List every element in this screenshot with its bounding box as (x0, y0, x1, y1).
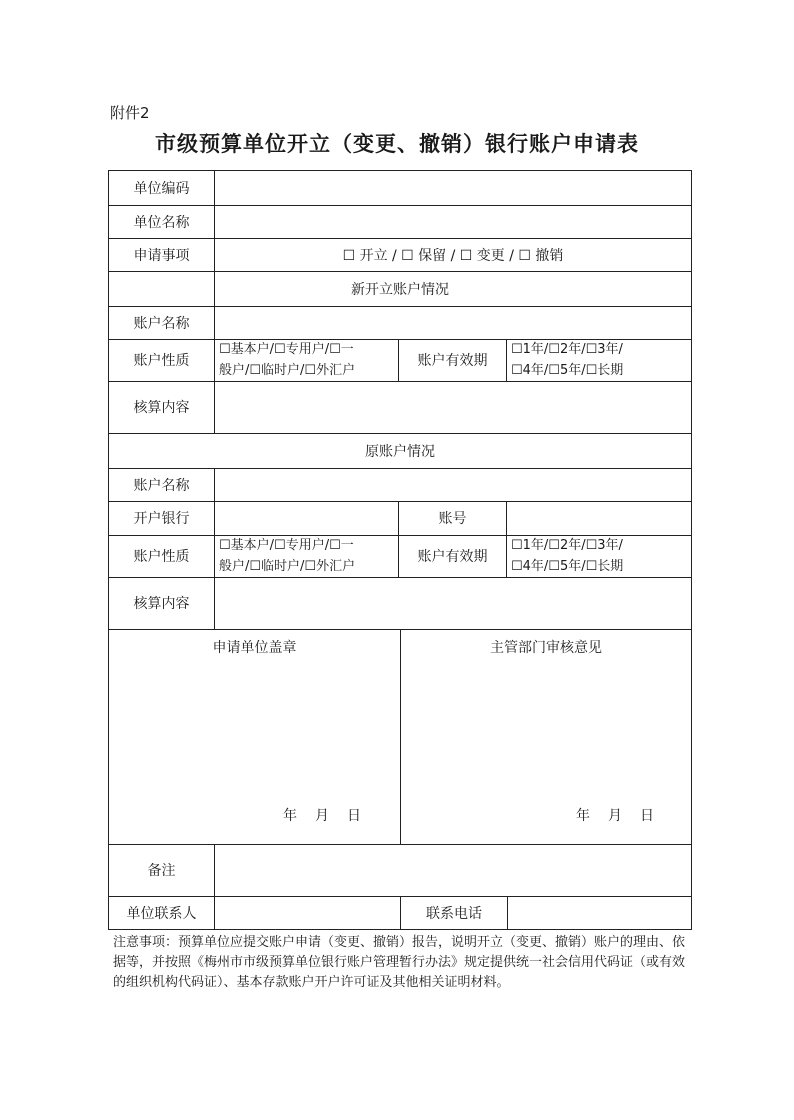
new-account-name-field[interactable] (215, 306, 691, 339)
unit-name-label: 单位名称 (133, 214, 190, 231)
orig-account-type-label: 账户性质 (133, 549, 190, 565)
orig-validity-options-line1: ☐1年/☐2年/☐3年/ (511, 538, 623, 553)
contact-label: 单位联系人 (126, 905, 197, 922)
seal-label: 申请单位盖章 (212, 640, 297, 656)
orig-validity-options[interactable] (507, 535, 691, 577)
unit-name-field[interactable] (215, 205, 691, 238)
remarks-label: 备注 (147, 863, 176, 879)
orig-account-no-label: 账号 (438, 511, 467, 527)
new-account-type-options[interactable] (215, 339, 398, 381)
new-validity-options[interactable] (507, 339, 691, 381)
phone-field[interactable] (508, 896, 691, 929)
orig-account-type-options[interactable] (215, 535, 398, 577)
orig-account-no-field[interactable] (507, 501, 691, 535)
attachment-label: 附件2 (110, 104, 150, 122)
orig-account-type-options-line1: ☐基本户/☐专用户/☐一 (219, 538, 354, 553)
orig-account-name-field[interactable] (215, 468, 691, 501)
review-date: 年 月 日 (576, 808, 656, 824)
new-validity-label: 账户有效期 (417, 353, 488, 369)
new-account-type-label: 账户性质 (133, 353, 190, 369)
unit-code-field[interactable] (215, 171, 691, 205)
contact-field[interactable] (215, 896, 400, 929)
review-label: 主管部门审核意见 (490, 640, 602, 656)
application-form (108, 170, 692, 930)
new-account-type-options-line1: ☐基本户/☐专用户/☐一 (219, 342, 354, 357)
new-accounting-label: 核算内容 (133, 400, 190, 416)
new-accounting-field[interactable] (215, 381, 691, 433)
seal-date: 年 月 日 (283, 808, 363, 824)
new-account-name-label: 账户名称 (133, 315, 190, 332)
page-title: 市级预算单位开立（变更、撤销）银行账户申请表 (155, 132, 639, 156)
new-validity-options-line1: ☐1年/☐2年/☐3年/ (511, 342, 623, 357)
orig-accounting-label: 核算内容 (133, 596, 190, 612)
apply-item-options[interactable]: ☐ 开立 / ☐ 保留 / ☐ 变更 / ☐ 撤销 (342, 247, 564, 264)
remarks-field[interactable] (215, 844, 691, 896)
orig-account-type-options-line2: 般户/☐临时户/☐外汇户 (219, 559, 356, 574)
new-account-section-header: 新开立账户情况 (351, 281, 449, 298)
orig-accounting-field[interactable] (215, 577, 691, 629)
orig-validity-options-line2: ☐4年/☐5年/☐长期 (511, 559, 624, 574)
unit-code-label: 单位编码 (133, 181, 190, 197)
phone-label: 联系电话 (426, 905, 482, 922)
orig-bank-field[interactable] (215, 501, 398, 535)
new-account-type-options-line2: 般户/☐临时户/☐外汇户 (219, 363, 356, 378)
orig-account-section-header: 原账户情况 (365, 443, 435, 460)
orig-validity-label: 账户有效期 (417, 549, 488, 565)
orig-bank-label: 开户银行 (133, 511, 190, 527)
new-validity-options-line2: ☐4年/☐5年/☐长期 (511, 363, 624, 378)
apply-item-label: 申请事项 (133, 247, 190, 264)
orig-account-name-label: 账户名称 (133, 477, 190, 494)
notes-text: 注意事项：预算单位应提交账户申请（变更、撤销）报告，说明开立（变更、撤销）账户的理由、依据等，并按照《梅州市市级预算单位银行账户管理暂行办法》规定提供统一社会信用代码证（或有效的组织机构代码证）、基本存款账户开户许可证及其他相关证明材料。 (113, 935, 686, 990)
